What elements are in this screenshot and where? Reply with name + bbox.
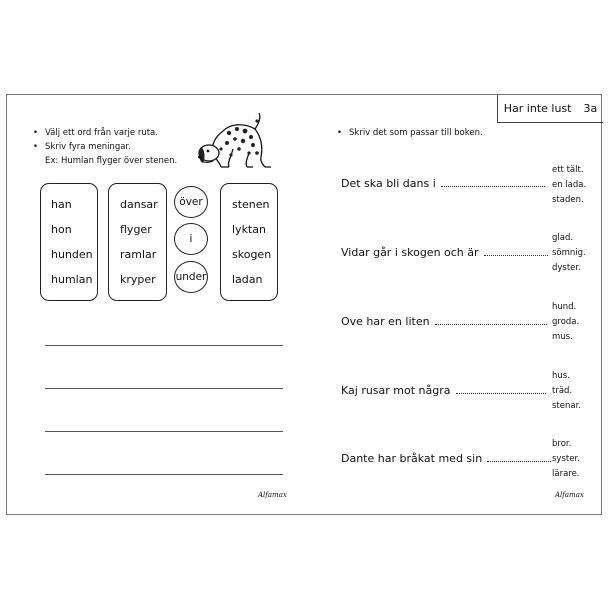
place-word: lyktan [232,223,266,236]
preposition-circle: under [174,261,208,293]
option-list [552,163,586,208]
instruction-2-text: Skriv fyra meningar. [45,142,131,152]
option: mus. [552,332,573,342]
right-instruction [337,129,483,138]
instruction-1-text: Välj ett ord från varje ruta. [45,128,158,138]
place-word: ladan [232,273,263,286]
subject-word: hon [51,223,72,236]
preposition-circle: över [174,186,208,218]
brand-logo-left: Alfamax [258,491,287,499]
option: bror. [552,439,572,449]
dog-illustration [193,109,275,171]
bullet: • [33,128,39,138]
subject-word: han [51,198,72,211]
sentence-text: Ove har en liten [341,315,430,328]
answer-blank[interactable] [435,323,547,325]
page-title: Har inte lust [503,102,572,115]
writing-line[interactable] [45,474,283,475]
verb-word: flyger [120,223,152,236]
option: lärare. [552,469,580,479]
fill-in-sentence [341,177,545,190]
verb-word: ramlar [120,248,157,261]
subject-word: humlan [51,273,93,286]
instruction-2 [33,143,131,152]
sentence-text: Det ska bli dans i [341,177,436,190]
writing-line[interactable] [45,431,283,432]
verb-word: dansar [120,198,158,211]
bullet: • [33,142,39,152]
place-box [220,183,278,301]
fill-in-sentence [341,452,551,465]
option: staden. [552,195,584,205]
option: träd. [552,386,573,396]
option-list [552,437,580,482]
preposition-circle: i [174,223,208,255]
option-list [552,369,581,414]
answer-blank[interactable] [487,460,551,462]
option-list [552,300,579,345]
verb-word: kryper [120,273,156,286]
subject-word: hunden [51,248,93,261]
fill-in-sentence [341,315,547,328]
option: stenar. [552,401,582,411]
example-sentence: Ex: Humlan flyger över stenen. [45,156,178,166]
answer-blank[interactable] [456,392,546,394]
writing-line[interactable] [45,388,283,389]
sentence-text: Kaj rusar mot några [341,384,451,397]
place-word: skogen [232,248,272,261]
instruction-1 [33,129,158,138]
worksheet-page [6,94,602,515]
place-word: stenen [232,198,270,211]
option: hund. [552,302,577,312]
sentence-text: Dante har bråkat med sin [341,452,483,465]
title-box [497,95,603,123]
subject-box [40,183,98,301]
option: en lada. [552,180,587,190]
option: syster. [552,454,580,464]
option: glad. [552,233,574,243]
option: hus. [552,371,570,381]
bullet: • [337,128,343,138]
option: dyster. [552,263,581,273]
answer-blank[interactable] [484,254,548,256]
right-instruction-text: Skriv det som passar till boken. [349,128,483,138]
fill-in-sentence [341,384,546,397]
option-list [552,231,586,276]
option: sömnig. [552,248,586,258]
writing-line[interactable] [45,345,283,346]
option: ett tält. [552,165,584,175]
page-code: 3a [583,102,598,115]
brand-logo-right: Alfamax [555,491,584,499]
verb-box [108,183,167,301]
sentence-text: Vidar går i skogen och är [341,246,479,259]
option: groda. [552,317,580,327]
fill-in-sentence [341,246,548,259]
answer-blank[interactable] [441,185,545,187]
